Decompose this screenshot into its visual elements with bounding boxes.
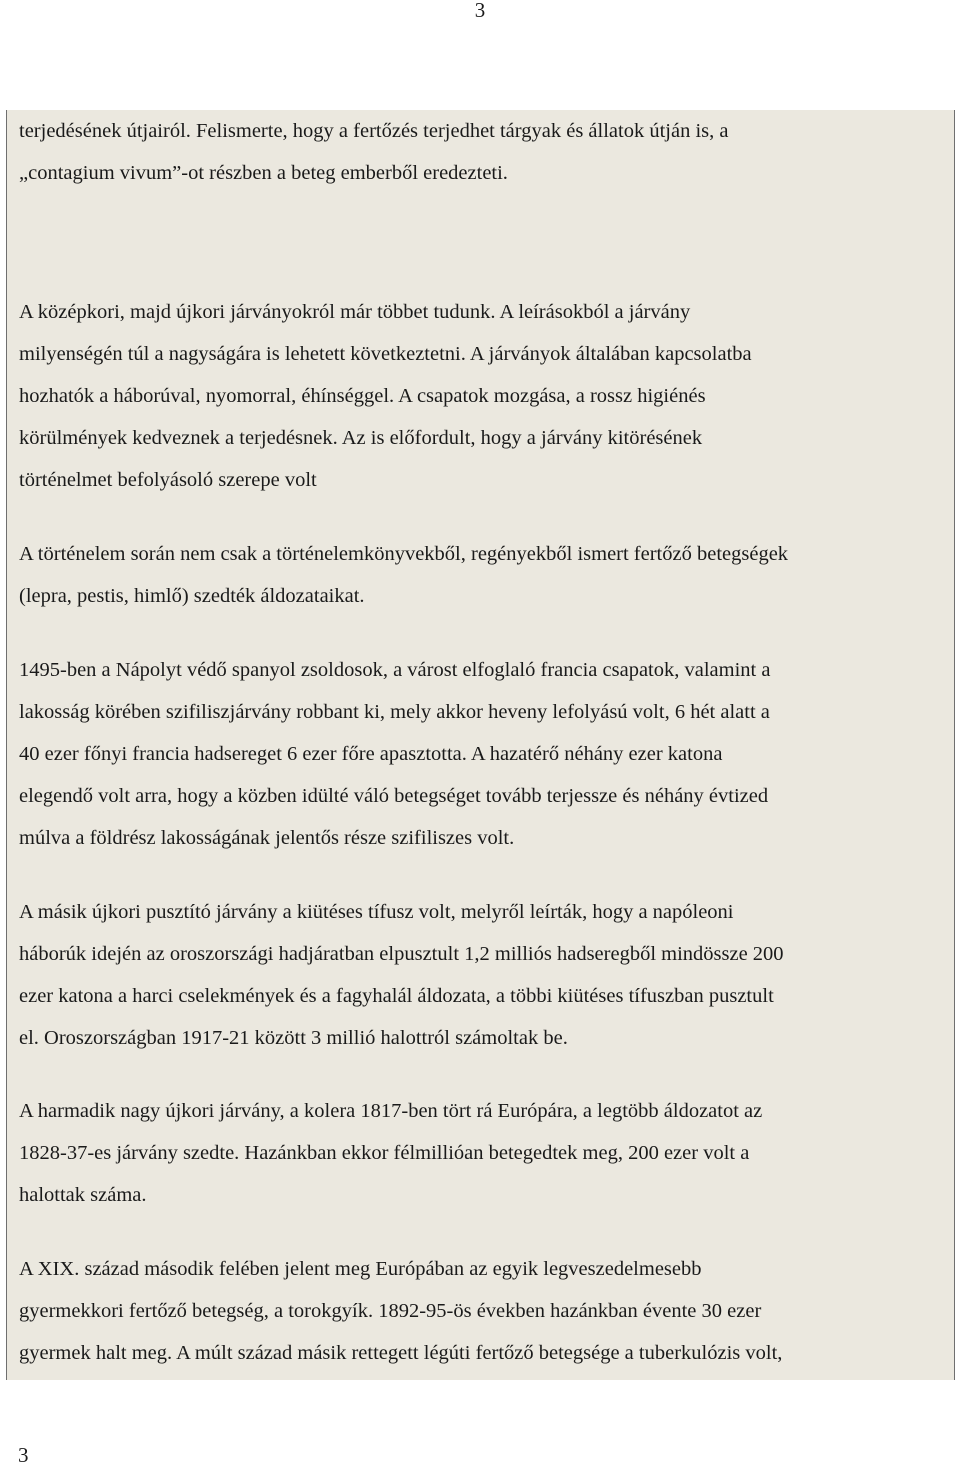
text-line: gyermek halt meg. A múlt század másik rettegett légúti fertőző betegsége a tuberkulózis volt, [19,1342,783,1364]
text-line: (lepra, pestis, himlő) szedték áldozataikat. [19,585,365,607]
paragraph [19,110,728,194]
page-number-top: 3 [474,0,486,22]
text-line: ezer katona a harci cselekmények és a fagyhalál áldozata, a többi kiütéses tífuszban pusztult [19,985,774,1007]
text-line: A másik újkori pusztító járvány a kiütéses tífusz volt, melyről leírták, hogy a napóleoni [19,901,734,923]
paragraph [19,533,788,617]
text-line: 40 ezer főnyi francia hadsereget 6 ezer főre apasztotta. A hazatérő néhány ezer katona [19,743,723,765]
paragraph [19,1090,762,1216]
paragraph [19,1248,782,1374]
text-line: halottak száma. [19,1184,147,1206]
text-line: milyenségén túl a nagyságára is lehetett következtetni. A járványok általában kapcsolatba [19,343,752,365]
page-number-bottom: 3 [18,1443,29,1467]
text-line: A történelem során nem csak a történelemkönyvekből, regényekből ismert fertőző betegségek [19,543,789,565]
paragraph [19,891,784,1059]
text-line: hozhatók a háborúval, nyomorral, éhínséggel. A csapatok mozgása, a rossz higiénés [19,385,706,407]
text-line: gyermekkori fertőző betegség, a torokgyík. 1892-95-ös években hazánkban évente 30 ezer [19,1300,762,1322]
text-line: A XIX. század második felében jelent meg Európában az egyik legveszedelmesebb [19,1258,702,1280]
text-line: A harmadik nagy újkori járvány, a kolera 1817-ben tört rá Európára, a legtöbb áldozatot az [19,1100,763,1122]
text-line: múlva a földrész lakosságának jelentős része szifiliszes volt. [19,827,515,849]
text-line: lakosság körében szifiliszjárvány robbant ki, mely akkor heveny lefolyású volt, 6 hét alatt a [19,701,770,723]
content-frame [6,110,955,1380]
text-line: terjedésének útjairól. Felismerte, hogy a fertőzés terjedhet tárgyak és állatok útján is, a [19,120,729,142]
text-line: történelmet befolyásoló szerepe volt [19,469,317,491]
text-line: el. Oroszországban 1917-21 között 3 millió halottról számoltak be. [19,1027,568,1049]
text-line: A középkori, majd újkori járványokról már többet tudunk. A leírásokból a járvány [19,301,691,323]
text-line: 1495-ben a Nápolyt védő spanyol zsoldosok, a várost elfoglaló francia csapatok, valamint a [19,659,771,681]
text-line: körülmények kedveznek a terjedésnek. Az is előfordult, hogy a járvány kitörésének [19,427,703,449]
text-line: háborúk idején az oroszországi hadjáratban elpusztult 1,2 milliós hadseregből mindössze 200 [19,943,784,965]
paragraph [19,291,752,501]
text-line: 1828-37-es járvány szedte. Hazánkban ekkor félmillióan betegedtek meg, 200 ezer volt a [19,1142,750,1164]
paragraph [19,649,770,859]
text-line: „contagium vivum”-ot részben a beteg emberből eredezteti. [19,162,508,184]
text-line: elegendő volt arra, hogy a közben idülté váló betegséget tovább terjessze és néhány évtized [19,785,769,807]
